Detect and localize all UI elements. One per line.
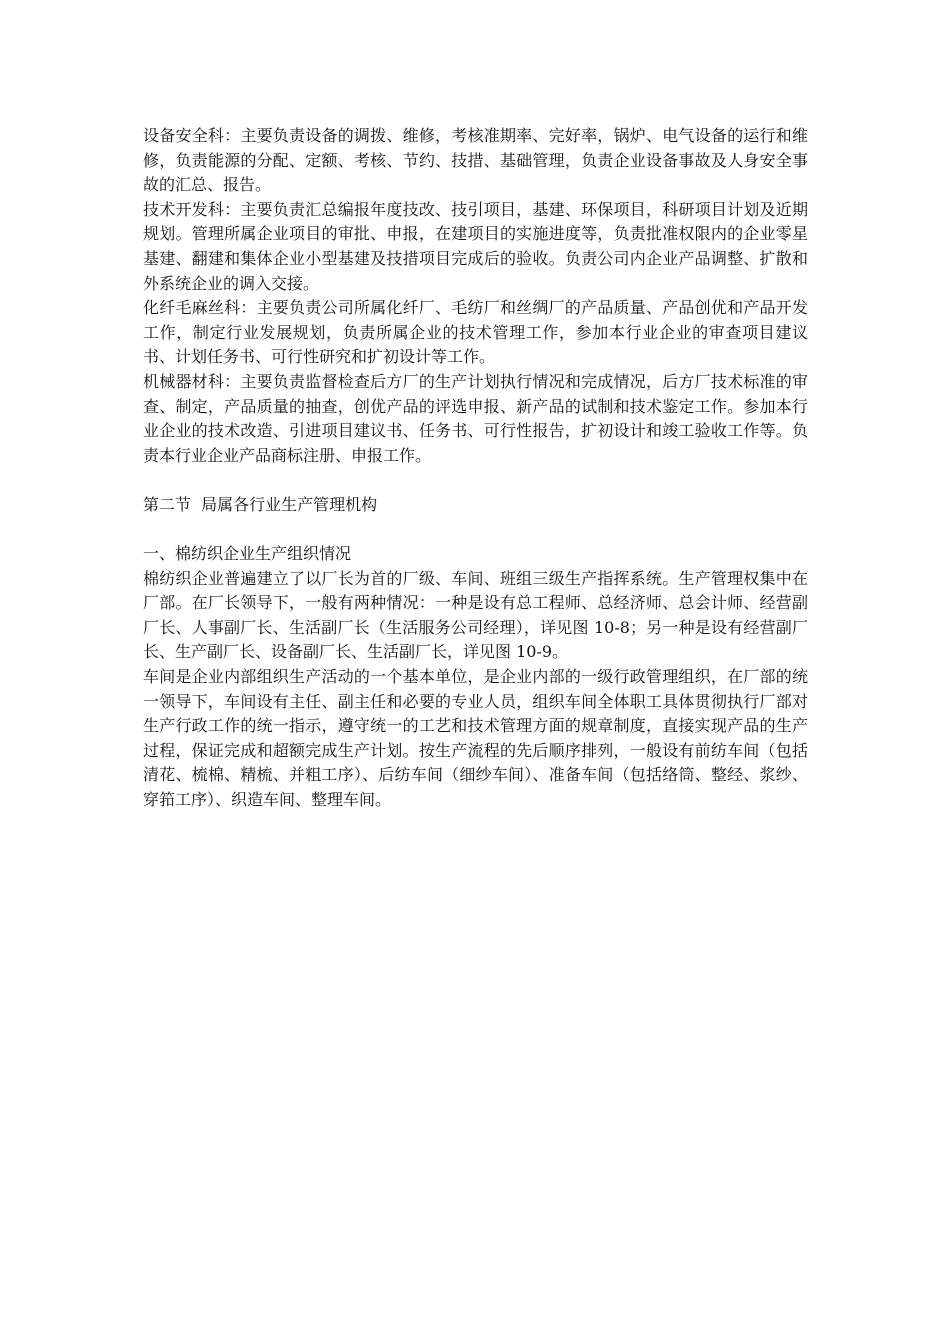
section-heading: 第二节 局属各行业生产管理机构 [143,494,378,514]
paragraph-cotton-textile-command: 棉纺织企业普遍建立了以厂长为首的厂级、车间、班组三级生产指挥系统。生产管理权集中在厂部。在厂长领导下，一般有两种情况：一种是设有总工程师、总经济师、总会计师、经营副厂长、人事副厂长、生活副厂长（生活服务公司经理），详见图 10-8；另一种是设有经营副厂长、生产副厂长、设备副厂长、生活副厂长，详见图 10-9。 [143,568,808,662]
blank-line [143,468,808,493]
subsection-heading: 一、棉纺织企业生产组织情况 [143,544,352,564]
paragraph-chemical-fiber-wool-silk: 化纤毛麻丝科：主要负责公司所属化纤厂、毛纺厂和丝绸厂的产品质量、产品创优和产品开发工作，制定行业发展规划，负责所属企业的技术管理工作，参加本行业企业的审查项目建议书、计划任务书、可行性研究和扩初设计等工作。 [143,298,808,367]
paragraph-workshop-description: 车间是企业内部组织生产活动的一个基本单位，是企业内部的一级行政管理组织，在厂部的统一领导下，车间设有主任、副主任和必要的专业人员，组织车间全体职工具体贯彻执行厂部对生产行政工作的统一指示，遵守统一的工艺和技术管理方面的规章制度，直接实现产品的生产过程，保证完成和超额完成生产计划。按生产流程的先后顺序排列，一般设有前纺车间（包括清花、梳棉、精梳、并粗工序）、后纺车间（细纱车间）、准备车间（包括络筒、整经、浆纱、穿筘工序）、织造车间、整理车间。 [143,667,808,810]
paragraph-machinery-equipment: 机械器材科：主要负责监督检查后方厂的生产计划执行情况和完成情况，后方厂技术标准的审查、制定，产品质量的抽查，创优产品的评选申报、新产品的试制和技术鉴定工作。参加本行业企业的技术改造、引进项目建议书、任务书、可行性报告，扩初设计和竣工验收工作等。负责本行业企业产品商标注册、申报工作。 [143,371,808,465]
paragraph-technology-development: 技术开发科：主要负责汇总编报年度技改、技引项目，基建、环保项目，科研项目计划及近期规划。管理所属企业项目的审批、申报，在建项目的实施进度等，负责批准权限内的企业零星基建、翻建和集体企业小型基建及技措项目完成后的验收。负责公司内企业产品调整、扩散和外系统企业的调入交接。 [143,199,808,293]
blank-line [143,518,808,543]
paragraph-equipment-safety: 设备安全科：主要负责设备的调拨、维修，考核准期率、完好率，锅炉、电气设备的运行和维修，负责能源的分配、定额、考核、节约、技措、基础管理，负责企业设备事故及人身安全事故的汇总、报告。 [143,126,808,195]
document-body [143,124,808,813]
